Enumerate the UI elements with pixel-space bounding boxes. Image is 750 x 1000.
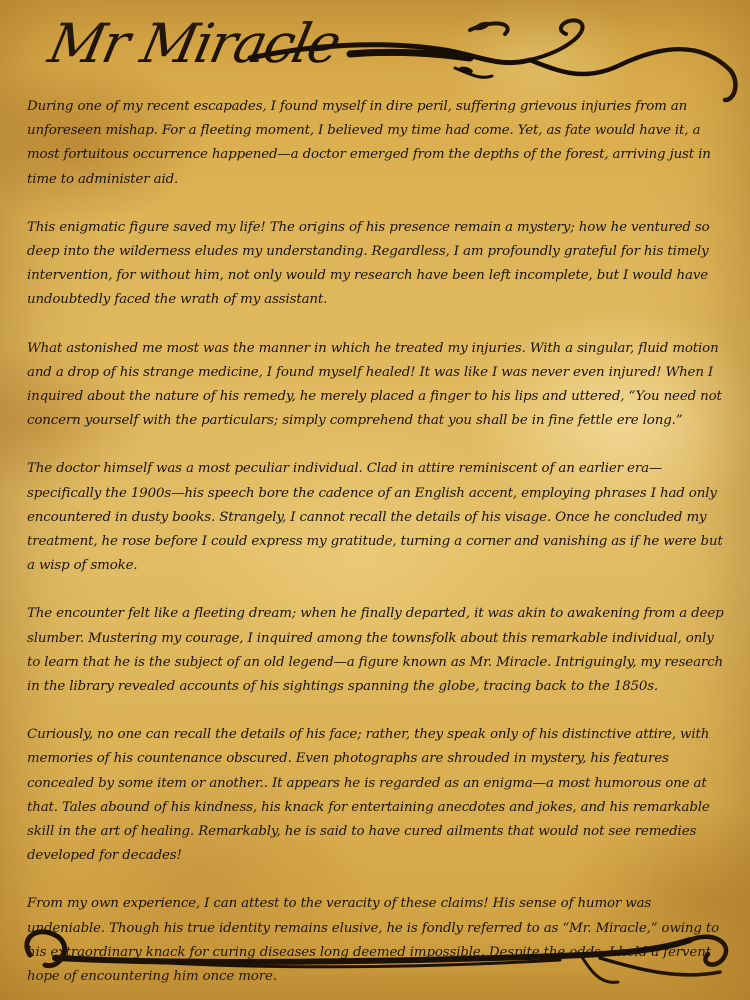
letter-body xyxy=(27,95,725,989)
paragraph-5: The encounter felt like a fleeting dream; when he finally departed, it was akin to awakening from a deep slumber. Mustering my courage, I inquired among the townsfolk about this remarkable individual, only to learn that he is the subject of an old legend—a figure known as Mr. Miracle. Intriguingly, my research in the library revealed accounts of his sightings spanning the globe, tracing back to the 1850s. xyxy=(27,606,724,695)
bottom-flourish-ornament xyxy=(0,910,750,1000)
paragraph-7: From my own experience, I can attest to the veracity of these claims! His sense of humor was undeniable. Though his true identity remains elusive, he is fondly referred to as “Mr. Miracle,” owing to his extraordinary knack for curing diseases long deemed impossible. Despite the odds, I hold a fervent hope of encountering him once more. xyxy=(27,896,720,985)
paragraph-3: What astonished me most was the manner in which he treated my injuries. With a singular, fluid motion and a drop of his strange medicine, I found myself healed! It was like I was never even injured! When I inquired about the nature of his remedy, he merely placed a finger to his lips and uttered, “You need not concern yourself with the particulars; simply comprehend that you shall be in fine fettle ere long.” xyxy=(27,340,722,429)
top-flourish-ornament xyxy=(230,10,750,105)
paragraph-6: Curiously, no one can recall the details of his face; rather, they speak only of his distinctive attire, with memories of his countenance obscured. Even photographs are shrouded in mystery, his features concealed by some item or another.. It appears he is regarded as an enigma—a most humorous one at that. Tales abound of his kindness, his knack for entertaining anecdotes and jokes, and his remarkable skill in the art of healing. Remarkably, he is said to have cured ailments that would not see remedies developed for decades! xyxy=(27,727,710,864)
paragraph-4: The doctor himself was a most peculiar individual. Clad in attire reminiscent of an earlier era—specifically the 1900s—his speech bore the cadence of an English accent, employing phrases I had only encountered in dusty books. Strangely, I cannot recall the details of his visage. Once he concluded my treatment, he rose before I could express my gratitude, turning a corner and vanishing as if he were but a wisp of smoke. xyxy=(27,461,723,574)
paragraph-2: This enigmatic figure saved my life! The origins of his presence remain a mystery; how he ventured so deep into the wilderness eludes my understanding. Regardless, I am profoundly grateful for his timely intervention, for without him, not only would my research have been left incomplete, but I would have undoubtedly faced the wrath of my assistant. xyxy=(27,219,710,308)
page-title: Mr Miracle xyxy=(43,12,346,75)
paragraph-1: During one of my recent escapades, I found myself in dire peril, suffering grievous injuries from an unforeseen mishap. For a fleeting moment, I believed my time had come. Yet, as fate would have it, a most fortuitous occurrence happened—a doctor emerged from the depths of the forest, arriving just in time to administer aid. xyxy=(27,99,711,187)
